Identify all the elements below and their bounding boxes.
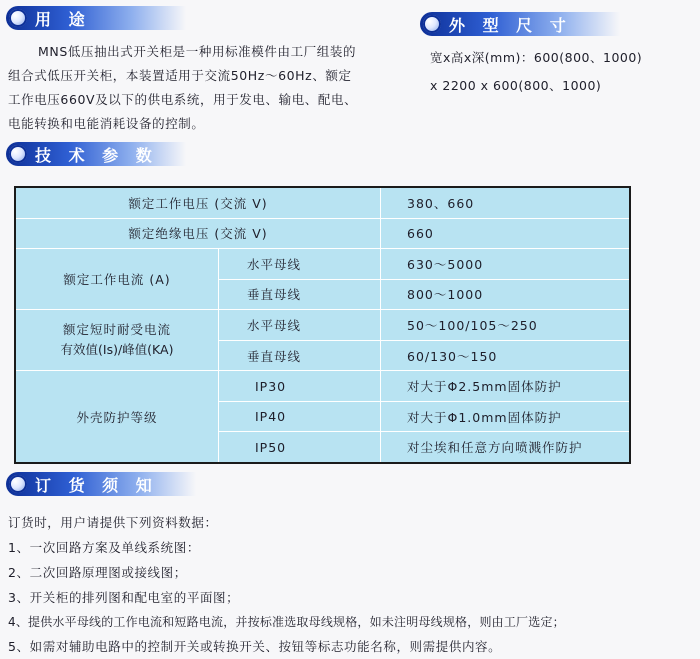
table-row bbox=[16, 371, 630, 402]
order-item: 4、提供水平母线的工作电流和短路电流，并按标准选取母线规格，如未注明母线规格，则由工厂选定； bbox=[8, 615, 565, 629]
order-item: 1、一次回路方案及单线系统图： bbox=[8, 540, 200, 555]
param-line: 有效值(Is)/峰值(KA) bbox=[60, 342, 174, 358]
table-row bbox=[16, 310, 630, 341]
usage-line: 组合式低压开关柜，本装置适用于交流50Hz～60Hz、额定 bbox=[8, 68, 352, 83]
bullet-icon bbox=[9, 475, 27, 493]
value-cell: 对大于Φ1.0mm固体防护 bbox=[381, 401, 630, 432]
param-line: 额定短时耐受电流 bbox=[62, 322, 171, 338]
section-header-tech bbox=[6, 142, 186, 166]
dimensions-line: 宽x高x深(mm)：600(800、1000) bbox=[430, 50, 643, 65]
sub-label-cell: 垂直母线 bbox=[219, 340, 381, 371]
order-item: 3、开关柜的排列图和配电室的平面图； bbox=[8, 590, 240, 605]
sub-label-cell: 水平母线 bbox=[219, 249, 381, 280]
sub-label-cell: IP40 bbox=[219, 401, 381, 432]
bullet-icon bbox=[9, 9, 27, 27]
spec-table bbox=[15, 187, 630, 463]
section-header-usage bbox=[6, 6, 186, 30]
param-cell bbox=[16, 310, 219, 371]
value-cell: 660 bbox=[381, 218, 630, 249]
value-cell: 800～1000 bbox=[381, 279, 630, 310]
param-cell: 额定工作电流 (A) bbox=[16, 249, 219, 310]
section-header-dimensions bbox=[420, 12, 620, 36]
sub-label-cell: IP30 bbox=[219, 371, 381, 402]
sub-label-cell: 水平母线 bbox=[219, 310, 381, 341]
section-header-order bbox=[6, 472, 196, 496]
value-cell: 50～100/105～250 bbox=[381, 310, 630, 341]
table-row bbox=[16, 188, 630, 219]
usage-line: MNS低压抽出式开关柜是一种用标准模件由工厂组装的 bbox=[38, 44, 357, 59]
usage-paragraph bbox=[8, 40, 418, 136]
usage-line: 电能转换和电能消耗设备的控制。 bbox=[8, 116, 205, 131]
dimensions-line: x 2200 x 600(800、1000) bbox=[430, 78, 602, 93]
bullet-icon bbox=[9, 145, 27, 163]
order-item: 5、如需对辅助电路中的控制开关或转换开关、按钮等标志功能名称，则需提供内容。 bbox=[8, 639, 502, 654]
value-cell: 380、660 bbox=[381, 188, 630, 219]
section-title: 订 货 须 知 bbox=[35, 475, 158, 495]
sub-label-cell: IP50 bbox=[219, 432, 381, 463]
value-cell: 60/130～150 bbox=[381, 340, 630, 371]
section-title: 外 型 尺 寸 bbox=[449, 15, 572, 35]
section-title: 技 术 参 数 bbox=[35, 145, 158, 165]
param-cell: 额定工作电压 (交流 V) bbox=[16, 188, 381, 219]
dimensions-text bbox=[430, 44, 695, 100]
bullet-icon bbox=[423, 15, 441, 33]
value-cell: 630～5000 bbox=[381, 249, 630, 280]
param-cell: 外壳防护等级 bbox=[16, 371, 219, 463]
table-row bbox=[16, 249, 630, 280]
section-title: 用 途 bbox=[35, 9, 91, 29]
order-item: 2、二次回路原理图或接线图； bbox=[8, 565, 187, 580]
param-cell: 额定绝缘电压 (交流 V) bbox=[16, 218, 381, 249]
usage-line: 工作电压660V及以下的供电系统，用于发电、输电、配电、 bbox=[8, 92, 358, 107]
sub-label-cell: 垂直母线 bbox=[219, 279, 381, 310]
value-cell: 对尘埃和任意方向喷溅作防护 bbox=[381, 432, 630, 463]
table-row bbox=[16, 218, 630, 249]
order-intro: 订货时，用户请提供下列资料数据： bbox=[8, 515, 218, 530]
value-cell: 对大于Φ2.5mm固体防护 bbox=[381, 371, 630, 402]
